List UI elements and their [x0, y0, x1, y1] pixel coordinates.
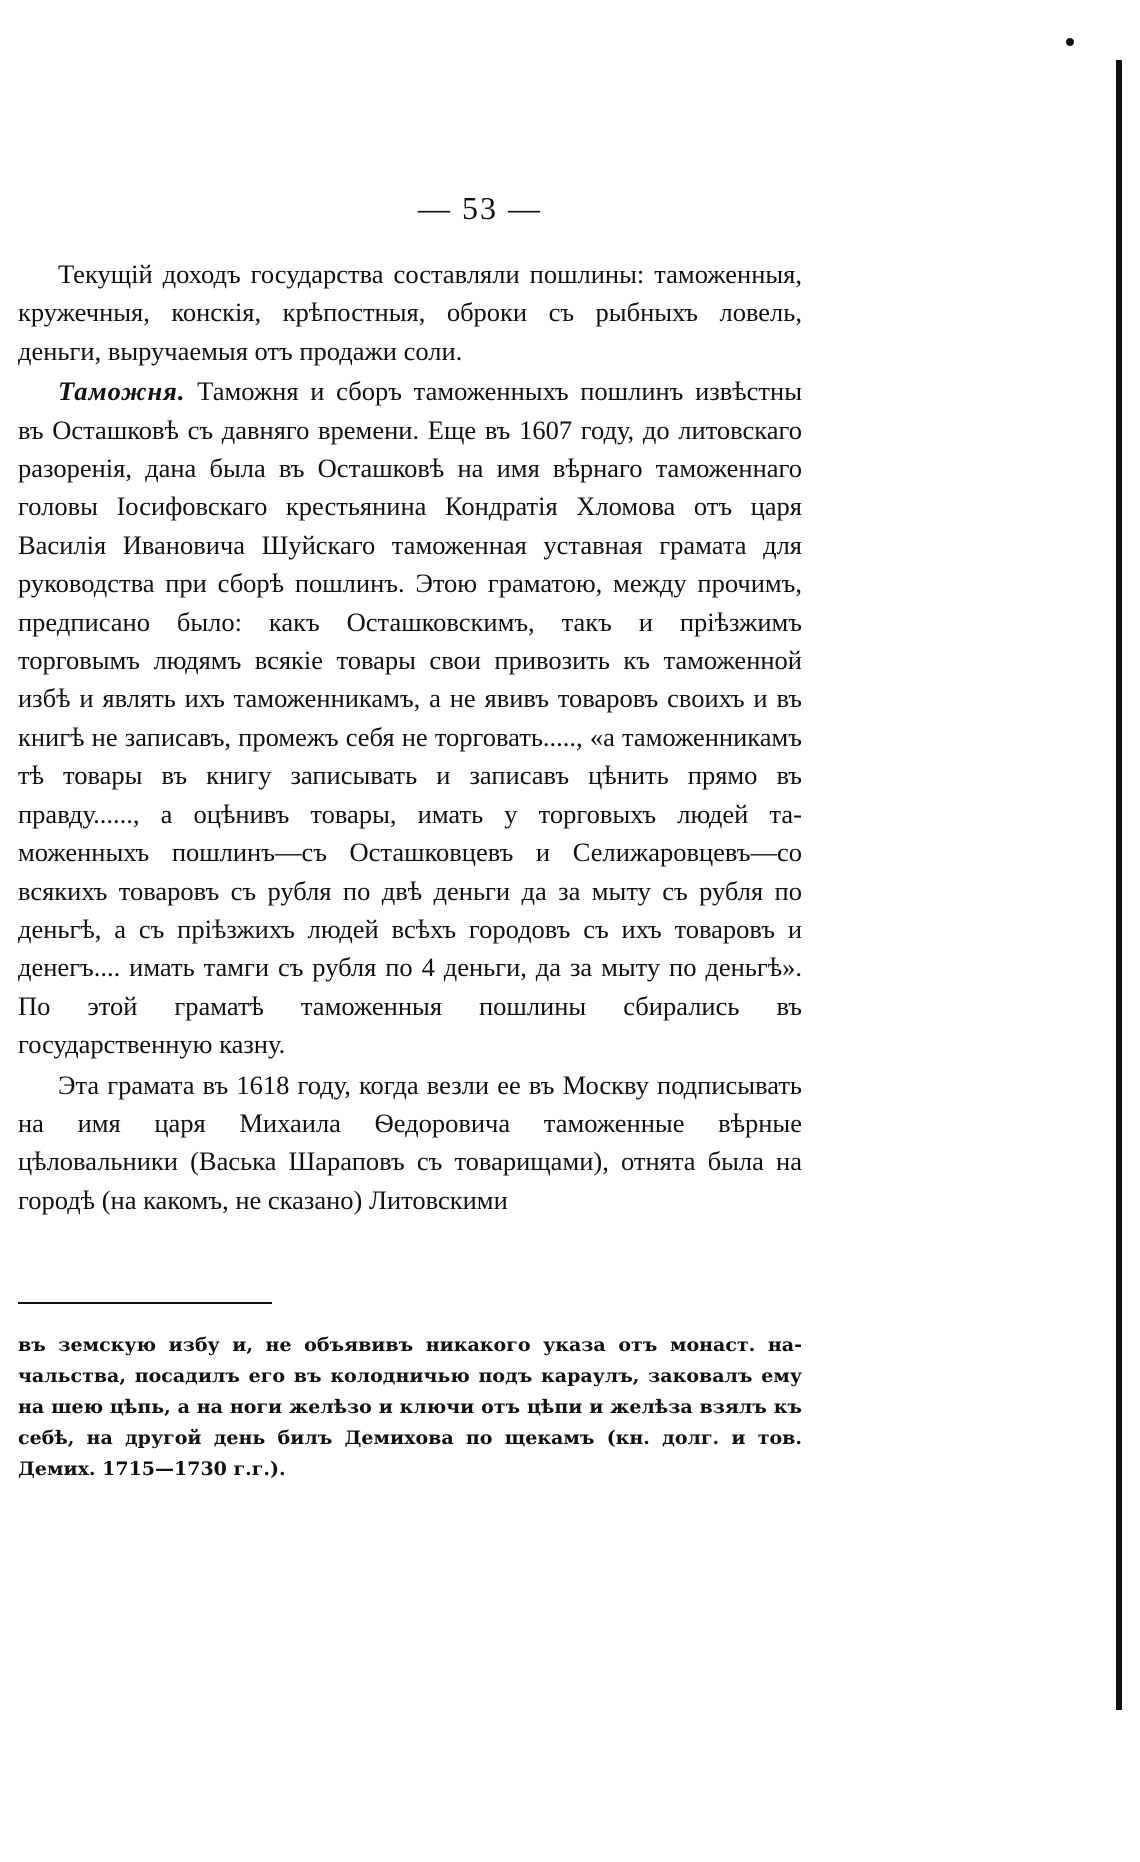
- main-text: [18, 255, 802, 1219]
- page-speck: [1066, 38, 1074, 46]
- page-number: — 53 —: [418, 190, 542, 226]
- page-edge-rule: [1116, 60, 1122, 1710]
- paragraph-customs-text: Таможня и сборъ таможенныхъ пошлинъ извѣстны въ Осташковѣ съ давняго времени. Еще въ 1607 году, до литовскаго разоренія, дана была въ Осташковѣ на имя вѣрнаго таможеннаго головы Іосифовскаго крестьянина Кондратія Хломова отъ царя Василія Ивановича Шуйскаго таможенная уставная грамата для руководства при сборѣ пошлинъ. Этою граматою, между прочимъ, предписано было: какъ Осташковскимъ, такъ и пріѣзжимъ торговымъ людямъ всякіе товары свои привозить къ таможенной избѣ и являть ихъ таможенникамъ, а не явивъ товаровъ своихъ и въ книгѣ не записавъ, промежъ себя не торговать....., «а таможенникамъ тѣ товары въ книгу записывать и записавъ цѣнить прямо въ правду......, а оцѣнивъ товары, имать у торговыхъ людей таможенныхъ пошлинъ—съ Осташковцевъ и Селижаровцевъ—со всякихъ товаровъ съ рубля по двѣ деньги да за мыту съ рубля по деньгѣ, а съ пріѣзжихъ людей всѣхъ городовъ съ ихъ товаровъ и денегъ.... имать тамги съ рубля по 4 деньги, да за мыту по деньгѣ». По этой граматѣ таможенныя пошлины сбирались въ государственную казну.: [18, 376, 802, 1060]
- footnote-divider: [18, 1302, 272, 1304]
- footnote: въ земскую избу и, не объявивъ никакого указа отъ монаст. начальства, посадилъ его въ колодничью подъ караулъ, заковалъ ему на шею цѣпь, а на ноги желѣзо и ключи отъ цѣпи и желѣза взялъ къ себѣ, на другой день билъ Демихова по щекамъ (кн. долг. и тов. Демих. 1715—1730 г.г.).: [18, 1334, 802, 1480]
- paragraph-charter-1618: Эта грамата въ 1618 году, когда везли ее въ Москву подписывать на имя царя Михаила Ѳедоровича таможенные вѣрные цѣловальники (Васька Шараповъ съ товарищами), отнята была на городѣ (на какомъ, не сказано) Литовскими: [18, 1069, 802, 1215]
- paragraph-customs: [18, 372, 802, 1063]
- paragraph-revenue: Текущій доходъ государства составляли пошлины: таможенныя, кружечныя, конскія, крѣпостныя, оброки съ рыбныхъ ловель, деньги, выручаемыя отъ продажи соли.: [18, 259, 802, 366]
- section-heading-customs: Таможня.: [58, 376, 186, 407]
